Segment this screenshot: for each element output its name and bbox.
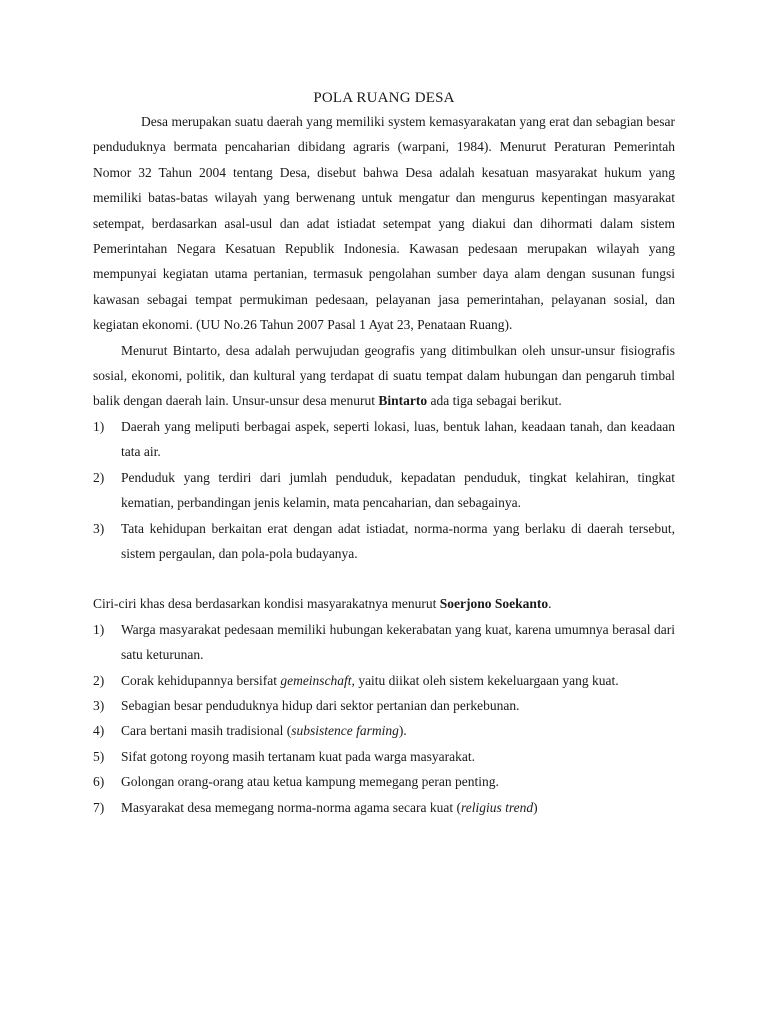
paragraph-soekanto-after: . bbox=[548, 596, 552, 612]
list-item-text: Daerah yang meliputi berbagai aspek, seperti lokasi, luas, bentuk lahan, keadaan tanah, dan keadaan tata air. bbox=[121, 418, 675, 460]
list-item-text-after: yaitu diikat oleh sistem kekeluargaan yang kuat. bbox=[354, 672, 619, 688]
list-item bbox=[93, 795, 675, 820]
list-item bbox=[93, 769, 675, 794]
italic-term: gemeinschaft, bbox=[280, 672, 355, 688]
paragraph-soekanto-text: Ciri-ciri khas desa berdasarkan kondisi masyarakatnya menurut bbox=[93, 596, 440, 612]
list-number: 5) bbox=[93, 748, 105, 764]
list-unsur-desa bbox=[93, 414, 675, 566]
list-item bbox=[93, 693, 675, 718]
italic-term: religius trend bbox=[460, 799, 534, 815]
paragraph-bintarto bbox=[93, 338, 675, 414]
list-number: 3) bbox=[93, 697, 105, 713]
paragraph-desa-definition: Desa merupakan suatu daerah yang memiliki system kemasyarakatan yang erat dan sebagian besar penduduknya bermata pencaharian dibidang agraris (warpani, 1984). Menurut Peraturan Pemerintah Nomor 32 Tahun 2004 tentang Desa, disebut bahwa Desa adalah kesatuan masyarakat hukum yang memiliki batas-batas wilayah yang berwenang untuk mengatur dan mengurus kepentingan masyarakat setempat, berdasarkan asal-usul dan adat istiadat setempat yang diakui dan dihormati dalam sistem Pemerintahan Negara Kesatuan Republik Indonesia. Kawasan pedesaan merupakan wilayah yang mempunyai kegiatan utama pertanian, termasuk pengolahan sumber daya alam dengan susunan fungsi kawasan sebagai tempat permukiman pedesaan, pelayanan jasa pemerintahan, pelayanan sosial, dan kegiatan ekonomi. (UU No.26 Tahun 2007 Pasal 1 Ayat 23, Penataan Ruang). bbox=[93, 114, 675, 333]
paragraph-soekanto bbox=[93, 591, 675, 616]
paragraph-bintarto-text: Menurut Bintarto, desa adalah perwujudan geografis yang ditimbulkan oleh unsur-unsur fisiografis sosial, ekonomi, politik, dan kultural yang terdapat di suatu tempat dalam hubungan dan pengaruh timbal balik dengan daerah lain. Unsur-unsur desa menurut bbox=[93, 342, 675, 409]
list-item bbox=[93, 668, 675, 693]
list-item bbox=[93, 718, 675, 743]
author-bintarto: Bintarto bbox=[378, 393, 428, 409]
list-item bbox=[93, 465, 675, 516]
author-soekanto: Soerjono Soekanto bbox=[439, 596, 549, 612]
list-item-text: Warga masyarakat pedesaan memiliki hubungan kekerabatan yang kuat, karena umumnya berasal dari satu keturunan. bbox=[121, 621, 675, 663]
italic-term: subsistence farming bbox=[291, 723, 399, 739]
list-number: 3) bbox=[93, 520, 105, 536]
paragraph-bintarto-after: ada tiga sebagai berikut. bbox=[427, 393, 562, 409]
list-number: 2) bbox=[93, 469, 105, 485]
list-item bbox=[93, 516, 675, 567]
list-item bbox=[93, 414, 675, 465]
list-item-text: Tata kehidupan berkaitan erat dengan adat istiadat, norma-norma yang berlaku di daerah tersebut, sistem pergaulan, dan pola-pola budayanya. bbox=[121, 520, 675, 561]
list-item-text: Masyarakat desa memegang norma-norma agama secara kuat ( bbox=[121, 799, 461, 815]
list-number: 1) bbox=[93, 418, 105, 434]
document-title: POLA RUANG DESA bbox=[313, 90, 455, 106]
list-item-text: Cara bertani masih tradisional ( bbox=[121, 723, 292, 739]
blank-line bbox=[93, 566, 675, 591]
list-item-text-after: ) bbox=[533, 799, 538, 815]
list-item-text: Sifat gotong royong masih tertanam kuat pada warga masyarakat. bbox=[121, 748, 476, 764]
document-page bbox=[93, 87, 675, 820]
list-item-text: Golongan orang-orang atau ketua kampung memegang peran penting. bbox=[121, 774, 499, 790]
list-item-text: Corak kehidupannya bersifat bbox=[121, 672, 281, 688]
list-item-text: Penduduk yang terdiri dari jumlah penduduk, kepadatan penduduk, tingkat kelahiran, tingkat kematian, perbandingan jenis kelamin, mata pencaharian, dan sebagainya. bbox=[121, 469, 675, 511]
list-item bbox=[93, 617, 675, 668]
list-item-text: Sebagian besar penduduknya hidup dari sektor pertanian dan perkebunan. bbox=[121, 697, 520, 713]
list-number: 6) bbox=[93, 774, 105, 790]
list-item-text-after: ). bbox=[398, 723, 407, 739]
list-ciri-desa bbox=[93, 617, 675, 820]
list-number: 1) bbox=[93, 621, 105, 637]
list-number: 4) bbox=[93, 723, 105, 739]
list-item bbox=[93, 744, 675, 769]
list-number: 7) bbox=[93, 799, 105, 815]
list-number: 2) bbox=[93, 672, 105, 688]
